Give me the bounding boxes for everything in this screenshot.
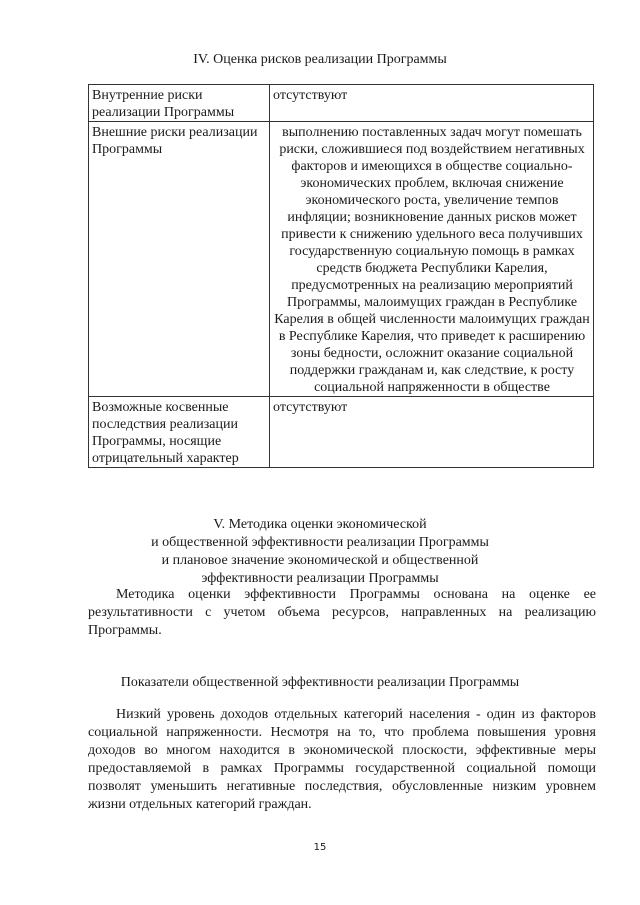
risk-value: отсутствуют [270, 397, 594, 468]
risks-table [88, 84, 594, 468]
section-5-title-line: эффективности реализации Программы [201, 571, 439, 586]
risk-value: выполнению поставленных задач могут помешать риски, сложившиеся под воздействием негативных факторов и имеющихся в обществе социально-экономических проблем, включая снижение экономического роста, увеличение темпов инфляции; возникновение данных рисков может привести к снижению удельного веса получивших государственную социальную помощь в рамках средств бюджета Республики Карелия, предусмотренных на реализацию мероприятий Программы, малоимущих граждан в Республике Карелия в общей численности малоимущих граждан в Республике Карелия, что приведет к расширению зоны бедности, осложнит оказание социальной поддержки гражданам и, как следствие, к росту социальной напряженности в обществе [270, 122, 594, 397]
risk-label: Возможные косвенные последствия реализации Программы, носящие отрицательный характер [89, 397, 270, 468]
section-5-title-line: и общественной эффективности реализации Программы [151, 535, 489, 550]
section-5-title-line: V. Методика оценки экономической [213, 517, 427, 532]
section-5-title-line: и плановое значение экономической и общественной [161, 553, 479, 568]
section-5-title [0, 516, 640, 588]
methodology-paragraph: Методика оценки эффективности Программы основана на оценке ее результативности с учетом объема ресурсов, направленных на реализацию Программы. [88, 587, 596, 638]
table-row [89, 122, 594, 397]
risk-label: Внутренние риски реализации Программы [89, 85, 270, 122]
income-paragraph: Низкий уровень доходов отдельных категорий населения - один из факторов социальной напряженности. Несмотря на то, что проблема повышения уровня доходов во многом находится в экономической плоскости, эффективные меры предоставляемой в рамках Программы государственной социальной помощи позволят уменьшить негативные последствия, обусловленные низким уровнем жизни отдельных категорий граждан. [88, 707, 596, 812]
table-row [89, 397, 594, 468]
risk-value: отсутствуют [270, 85, 594, 122]
page-number: 15 [313, 842, 327, 853]
risk-label: Внешние риски реализации Программы [89, 122, 270, 397]
indicators-subheading: Показатели общественной эффективности реализации Программы [120, 675, 520, 690]
table-row [89, 85, 594, 122]
section-4-title: IV. Оценка рисков реализации Программы [193, 52, 447, 67]
